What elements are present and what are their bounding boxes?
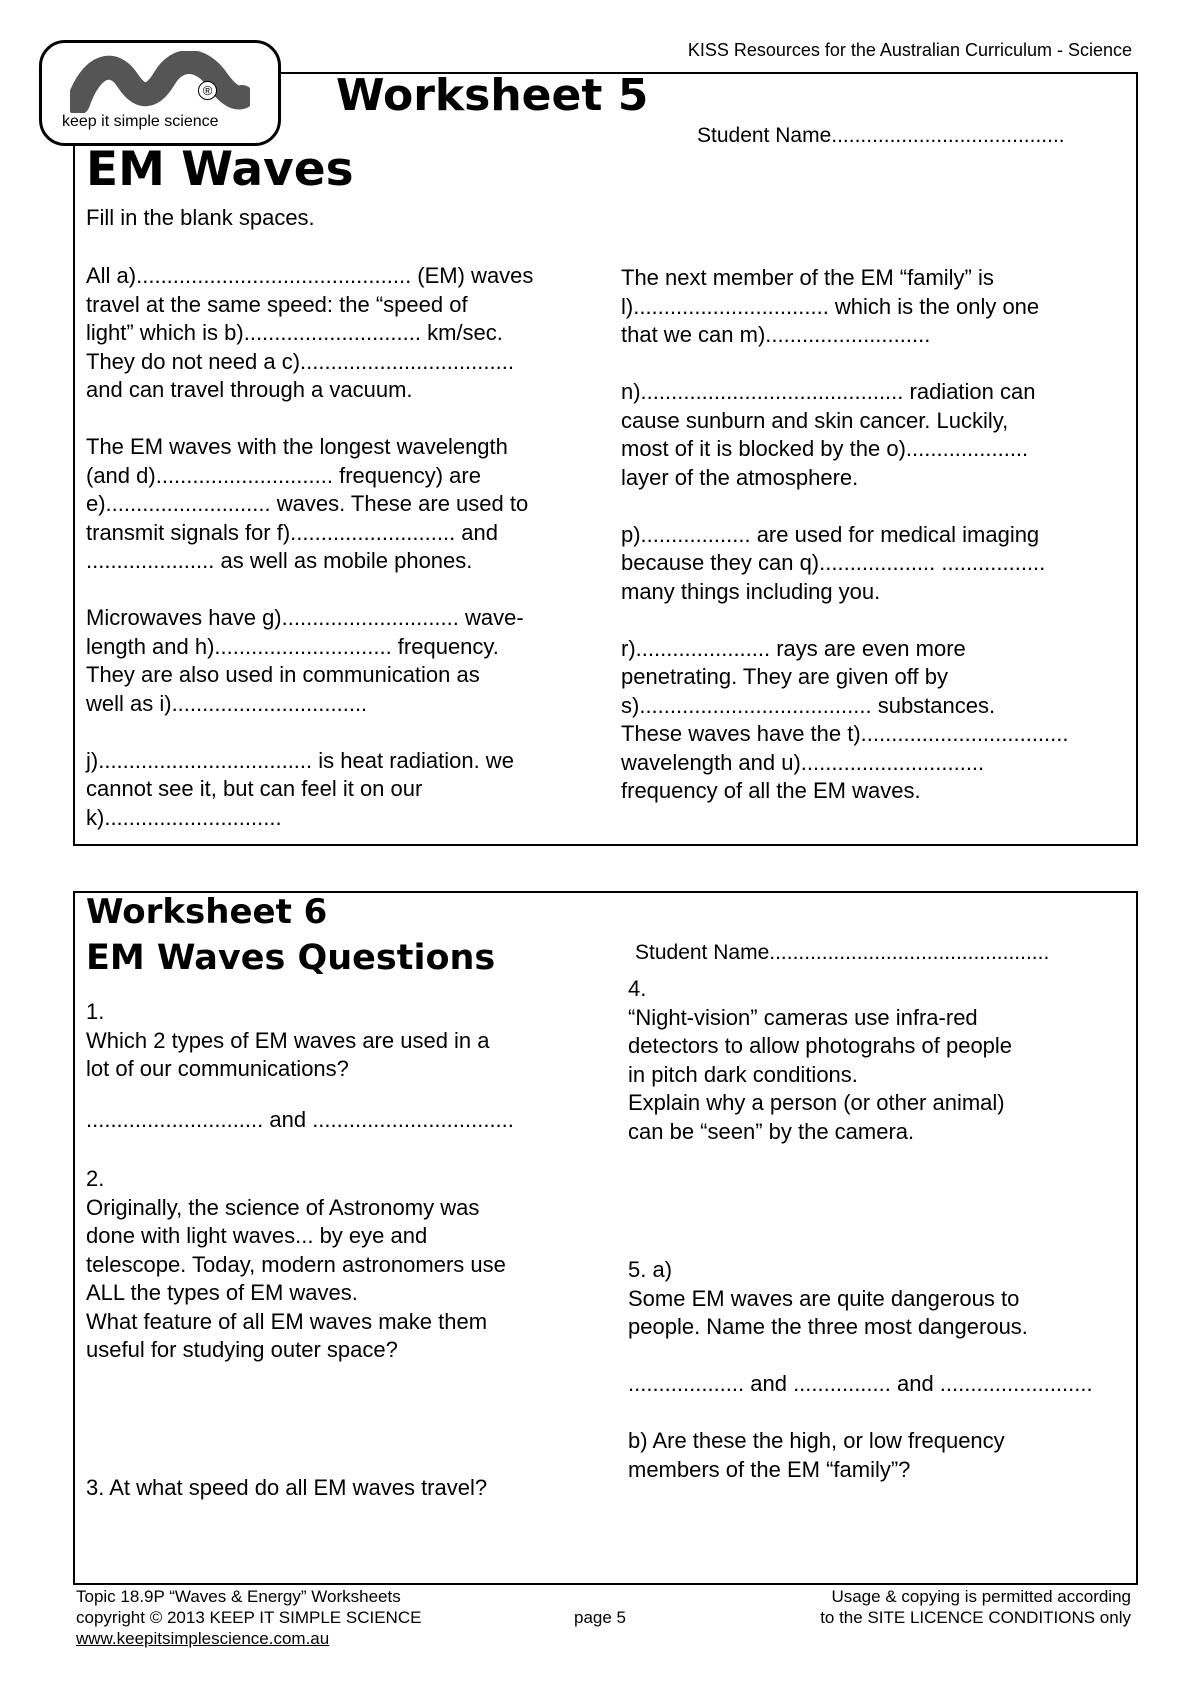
question-number: 5. a) bbox=[628, 1257, 673, 1282]
fill-line: They do not need a c)................................... bbox=[86, 348, 514, 374]
fill-line: p).................. are used for medical imaging bbox=[621, 521, 1040, 547]
section-title: EM Waves bbox=[86, 142, 354, 197]
fill-paragraph bbox=[86, 433, 606, 576]
question-line: can be “seen” by the camera. bbox=[628, 1118, 915, 1144]
question-2 bbox=[86, 1165, 606, 1365]
question-line: lot of our communications? bbox=[86, 1056, 349, 1081]
footer-right bbox=[820, 1586, 1131, 1628]
question-line: Some EM waves are quite dangerous to bbox=[628, 1285, 1020, 1311]
wave-logo-icon bbox=[70, 51, 250, 113]
logo-text: keep it simple science bbox=[62, 113, 219, 130]
question-line: What feature of all EM waves make them bbox=[86, 1308, 488, 1334]
question-line: done with light waves... by eye and bbox=[86, 1223, 428, 1248]
fill-line: s)...................................... substances. bbox=[621, 692, 996, 718]
fill-line: most of it is blocked by the o).................... bbox=[621, 436, 1029, 461]
question-number: 1. bbox=[86, 999, 105, 1024]
question-line: members of the EM “family”? bbox=[628, 1456, 911, 1482]
fill-line: well as i)................................ bbox=[86, 690, 368, 716]
question-line: Originally, the science of Astronomy was bbox=[86, 1194, 480, 1220]
question-line: ALL the types of EM waves. bbox=[86, 1280, 358, 1305]
footer-line: Usage & copying is permitted according bbox=[831, 1587, 1131, 1606]
question-line: people. Name the three most dangerous. bbox=[628, 1314, 1028, 1339]
fill-paragraph bbox=[621, 378, 1131, 492]
fill-line: cause sunburn and skin cancer. Luckily, bbox=[621, 407, 1009, 433]
worksheet-5-title: Worksheet 5 bbox=[336, 70, 649, 121]
fill-line: ..................... as well as mobile phones. bbox=[86, 548, 473, 573]
fill-line: cannot see it, but can feel it on our bbox=[86, 776, 423, 801]
question-number: 4. bbox=[628, 976, 647, 1001]
fill-line: The next member of the EM “family” is bbox=[621, 265, 994, 290]
fill-line: that we can m)........................... bbox=[621, 322, 931, 347]
website-link-text: www.keepitsimplescience.com.au bbox=[76, 1629, 330, 1648]
fill-paragraph bbox=[621, 521, 1131, 607]
fill-paragraph bbox=[621, 264, 1131, 350]
fill-paragraph bbox=[86, 747, 606, 833]
registered-mark: ® bbox=[198, 81, 217, 100]
kiss-logo bbox=[39, 40, 281, 146]
footer-left bbox=[76, 1586, 421, 1649]
fill-line: e)........................... waves. These are used to bbox=[86, 491, 529, 516]
question-number: 2. bbox=[86, 1166, 105, 1191]
question-line: “Night-vision” cameras use infra-red bbox=[628, 1004, 978, 1030]
fill-line: All a)............................................. (EM) waves bbox=[86, 263, 534, 288]
left-column bbox=[86, 262, 606, 861]
student-name-field[interactable]: Student Name........................................ bbox=[697, 124, 1065, 147]
fill-line: wavelength and u).............................. bbox=[621, 749, 985, 775]
fill-line: layer of the atmosphere. bbox=[621, 464, 859, 490]
student-name-field-2[interactable]: Student Name................................................ bbox=[635, 941, 1050, 964]
fill-line: because they can q)................... ................. bbox=[621, 550, 1046, 575]
question-line: telescope. Today, modern astronomers use bbox=[86, 1251, 506, 1277]
fill-line: penetrating. They are given off by bbox=[621, 664, 948, 689]
question-line: useful for studying outer space? bbox=[86, 1337, 398, 1362]
question-line: Explain why a person (or other animal) bbox=[628, 1090, 1005, 1115]
fill-line: light” which is b)............................. km/sec. bbox=[86, 320, 503, 345]
fill-line: frequency of all the EM waves. bbox=[621, 778, 921, 803]
website-link[interactable] bbox=[76, 1628, 421, 1649]
footer-line: Topic 18.9P “Waves & Energy” Worksheets bbox=[76, 1587, 401, 1606]
footer-line: to the SITE LICENCE CONDITIONS only bbox=[820, 1608, 1131, 1627]
resource-header: KISS Resources for the Australian Curriculum - Science bbox=[687, 40, 1132, 60]
fill-line: They are also used in communication as bbox=[86, 662, 480, 687]
question-line: in pitch dark conditions. bbox=[628, 1061, 858, 1087]
fill-line: k)............................. bbox=[86, 804, 282, 830]
question-line: Which 2 types of EM waves are used in a bbox=[86, 1027, 490, 1053]
fill-line: Microwaves have g)............................. wave- bbox=[86, 605, 524, 630]
instruction: Fill in the blank spaces. bbox=[86, 205, 315, 230]
fill-line: many things including you. bbox=[621, 578, 881, 604]
fill-paragraph bbox=[86, 604, 606, 718]
question-line: detectors to allow photograhs of people bbox=[628, 1033, 1013, 1058]
fill-line: travel at the same speed: the “speed of bbox=[86, 291, 468, 317]
fill-line: transmit signals for f)........................... and bbox=[86, 519, 499, 545]
question-5 bbox=[628, 1256, 1128, 1342]
page-number: page 5 bbox=[574, 1608, 626, 1627]
fill-line: j)................................... is heat radiation. we bbox=[86, 747, 514, 773]
question-3: 3. At what speed do all EM waves travel? bbox=[86, 1475, 488, 1500]
fill-line: n)........................................... radiation can bbox=[621, 379, 1036, 404]
right-column bbox=[621, 264, 1131, 834]
fill-line: (and d)............................. frequency) are bbox=[86, 462, 481, 488]
fill-line: r)...................... rays are even more bbox=[621, 635, 966, 661]
fill-line: length and h)............................. frequency. bbox=[86, 633, 499, 659]
fill-line: l)................................ which is the only one bbox=[621, 293, 1040, 319]
fill-line: and can travel through a vacuum. bbox=[86, 377, 413, 402]
q5-answer-line[interactable]: ................... and ................ and ......................... bbox=[628, 1371, 1093, 1396]
question-4 bbox=[628, 975, 1128, 1146]
fill-paragraph bbox=[86, 262, 606, 405]
footer-line: copyright © 2013 KEEP IT SIMPLE SCIENCE bbox=[76, 1608, 422, 1627]
fill-paragraph bbox=[621, 635, 1131, 806]
worksheet-6-title: Worksheet 6 bbox=[86, 892, 328, 932]
question-5b bbox=[628, 1427, 1128, 1484]
question-line: b) Are these the high, or low frequency bbox=[628, 1428, 1005, 1453]
fill-line: The EM waves with the longest wavelength bbox=[86, 434, 508, 459]
question-1 bbox=[86, 998, 606, 1084]
q1-answer-line[interactable]: ............................. and ................................. bbox=[86, 1107, 514, 1132]
fill-line: These waves have the t).................................. bbox=[621, 721, 1069, 746]
ws6-section-title: EM Waves Questions bbox=[86, 938, 496, 978]
